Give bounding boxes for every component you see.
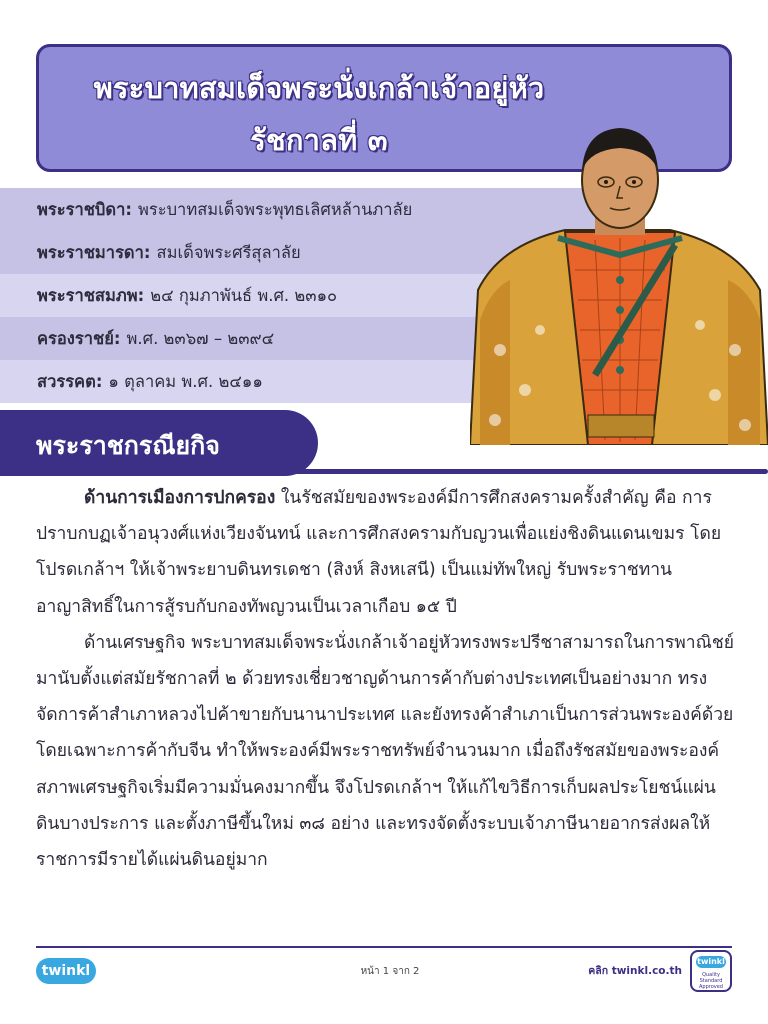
badge-caption: Quality Standard Approved (699, 972, 723, 990)
paragraph-text: ในรัชสมัยของพระองค์มีการศึกสงครามครั้งสำคัญ คือ การปราบกบฏเจ้าอนุวงศ์แห่งเวียงจันทน์ และการศึกสงครามกับญวนเพื่อแย่งชิงดินแดนเขมร โดยโปรดเกล้าฯ ให้เจ้าพระยาบดินทรเดชา (สิงห์ สิงหเสนี) เป็นแม่ทัพใหญ่ รับพระราชทานอาญาสิทธิ์ในการสู้รบกับกองทัพญวนเป็นเวลาเกือบ ๑๕ ปี (36, 488, 722, 617)
info-value: สมเด็จพระศรีสุลาลัย (156, 242, 301, 262)
info-value: ๒๔ กุมภาพันธ์ พ.ศ. ๒๓๑๐ (150, 285, 338, 305)
section-header (0, 410, 318, 476)
twinkl-logo[interactable]: twinkl (36, 958, 96, 984)
info-label: สวรรคต: (37, 371, 103, 391)
info-label: พระราชสมภพ: (37, 285, 145, 305)
info-label: พระราชมารดา: (37, 242, 151, 262)
paragraph-economy: ด้านเศรษฐกิจ พระบาทสมเด็จพระนั่งเกล้าเจ้าอยู่หัวทรงพระปรีชาสามารถในการพาณิชย์มานับตั้งแต่สมัยรัชกาลที่ ๒ ด้วยทรงเชี่ยวชาญด้านการค้ากับต่างประเทศเป็นอย่างมาก ทรงจัดการค้าสำเภาหลวงไปค้าขายกับนานาประเทศ และยังทรงค้าสำเภาเป็นการส่วนพระองค์ด้วย โดยเฉพาะการค้ากับจีน ทำให้พระองค์มีพระราชทรัพย์จำนวนมาก เมื่อถึงรัชสมัยของพระองค์ สภาพเศรษฐกิจเริ่มมีความมั่นคงมากขึ้น จึงโปรดเกล้าฯ ให้แก้ไขวิธีการเก็บผลประโยชน์แผ่นดินบางประการ และตั้งภาษีขึ้นใหม่ ๓๘ อย่าง และทรงจัดตั้งระบบเจ้าภาษีนายอากรส่งผลให้ราชการมีรายได้แผ่นดินอยู่มาก (36, 632, 734, 871)
page-subtitle: รัชกาลที่ ๓ (250, 123, 388, 157)
quality-badge (690, 950, 732, 992)
info-value: พระบาทสมเด็จพระพุทธเลิศหล้านภาลัย (137, 199, 413, 219)
page-number: หน้า 1 จาก 2 (360, 966, 420, 977)
info-label: พระราชบิดา: (37, 199, 132, 219)
website-link[interactable]: คลิก twinkl.co.th (588, 965, 682, 977)
info-value: พ.ศ. ๒๓๖๗ – ๒๓๙๔ (126, 328, 275, 348)
info-label: ครองราชย์: (37, 328, 121, 348)
footer-divider (36, 946, 732, 948)
king-portrait-illustration (470, 120, 768, 445)
info-value: ๑ ตุลาคม พ.ศ. ๒๔๑๑ (108, 371, 263, 391)
section-title: พระราชกรณียกิจ (36, 431, 220, 460)
page-title: พระบาทสมเด็จพระนั่งเกล้าเจ้าอยู่หัว (93, 71, 545, 105)
paragraph-lead: ด้านการเมืองการปกครอง (84, 488, 276, 508)
badge-logo: twinkl (697, 957, 725, 966)
body-text (36, 480, 736, 878)
paragraph-politics (36, 480, 736, 625)
